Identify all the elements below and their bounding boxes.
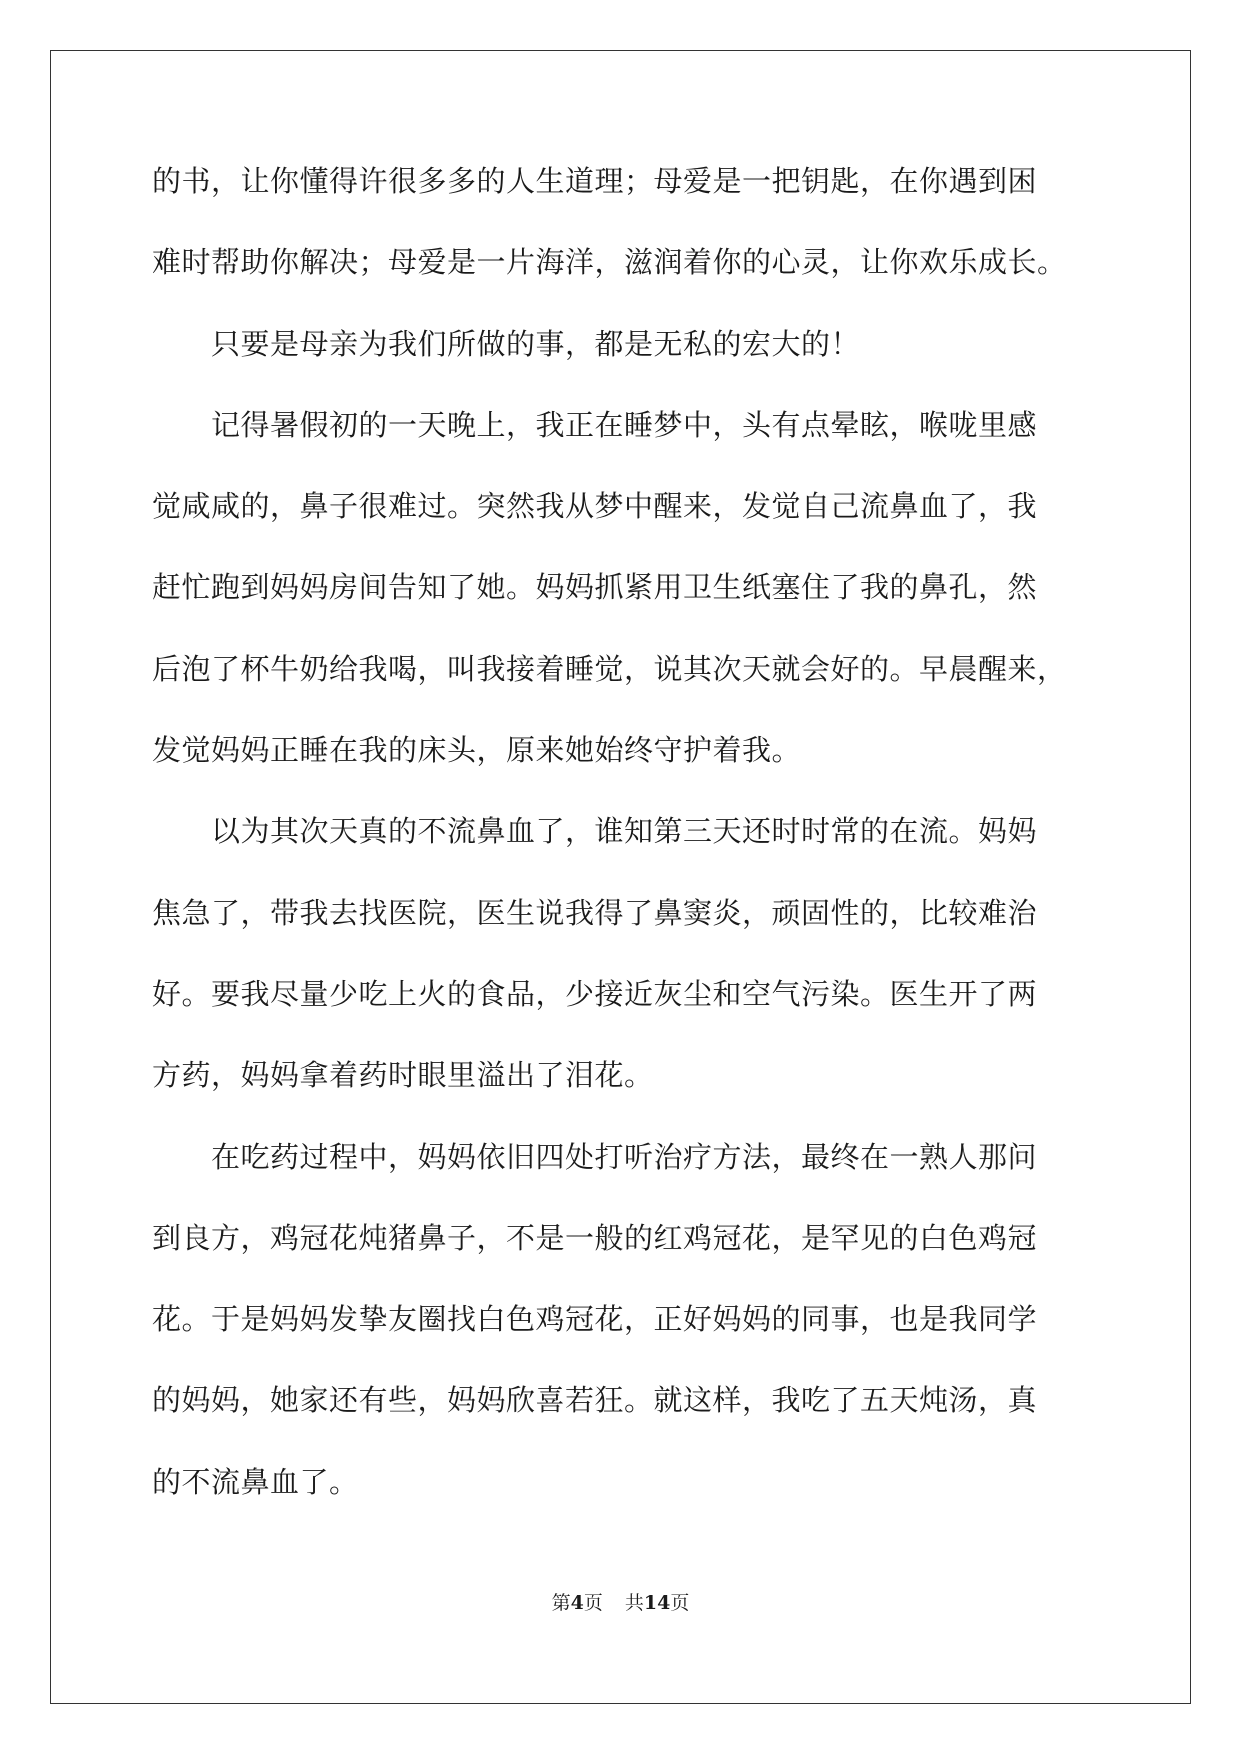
- total-prefix: 共: [624, 1592, 644, 1614]
- text-line: 记得暑假初的一天晚上，我正在睡梦中，头有点晕眩，喉咙里感: [152, 407, 1038, 442]
- text-line: 焦急了，带我去找医院，医生说我得了鼻窦炎，顽固性的，比较难治: [152, 895, 1038, 930]
- text-line: 赶忙跑到妈妈房间告知了她。妈妈抓紧用卫生纸塞住了我的鼻孔，然: [152, 570, 1038, 605]
- text-line: 到良方，鸡冠花炖猪鼻子，不是一般的红鸡冠花，是罕见的白色鸡冠: [152, 1220, 1038, 1255]
- page-footer: [0, 1588, 1241, 1615]
- text-line: 方药，妈妈拿着药时眼里溢出了泪花。: [152, 1058, 654, 1093]
- page-total: 14: [643, 1592, 671, 1614]
- total-suffix: 页: [670, 1592, 690, 1614]
- text-line: 只要是母亲为我们所做的事，都是无私的宏大的！: [152, 326, 861, 361]
- text-line: 难时帮助你解决；母爱是一片海洋，滋润着你的心灵，让你欢乐成长。: [152, 245, 1067, 280]
- text-line: 花。于是妈妈发挚友圈找白色鸡冠花，正好妈妈的同事，也是我同学: [152, 1302, 1038, 1337]
- text-line: 的不流鼻血了。: [152, 1464, 359, 1499]
- text-line: 以为其次天真的不流鼻血了，谁知第三天还时时常的在流。妈妈: [152, 814, 1038, 849]
- text-line: 的书，让你懂得许很多多的人生道理；母爱是一把钥匙，在你遇到困: [152, 164, 1038, 198]
- text-line: 后泡了杯牛奶给我喝，叫我接着睡觉，说其次天就会好的。早晨醒来，: [152, 651, 1067, 686]
- text-line: 在吃药过程中，妈妈依旧四处打听治疗方法，最终在一熟人那问: [152, 1139, 1038, 1174]
- page-prefix: 第: [551, 1592, 571, 1614]
- document-body: [152, 161, 1102, 1543]
- text-line: 的妈妈，她家还有些，妈妈欣喜若狂。就这样，我吃了五天炖汤，真: [152, 1383, 1038, 1418]
- page-suffix: 页: [583, 1592, 603, 1614]
- text-line: 觉咸咸的，鼻子很难过。突然我从梦中醒来，发觉自己流鼻血了，我: [152, 489, 1038, 524]
- page-current: 4: [570, 1592, 584, 1614]
- text-line: 好。要我尽量少吃上火的食品，少接近灰尘和空气污染。医生开了两: [152, 976, 1038, 1011]
- text-line: 发觉妈妈正睡在我的床头，原来她始终守护着我。: [152, 733, 802, 768]
